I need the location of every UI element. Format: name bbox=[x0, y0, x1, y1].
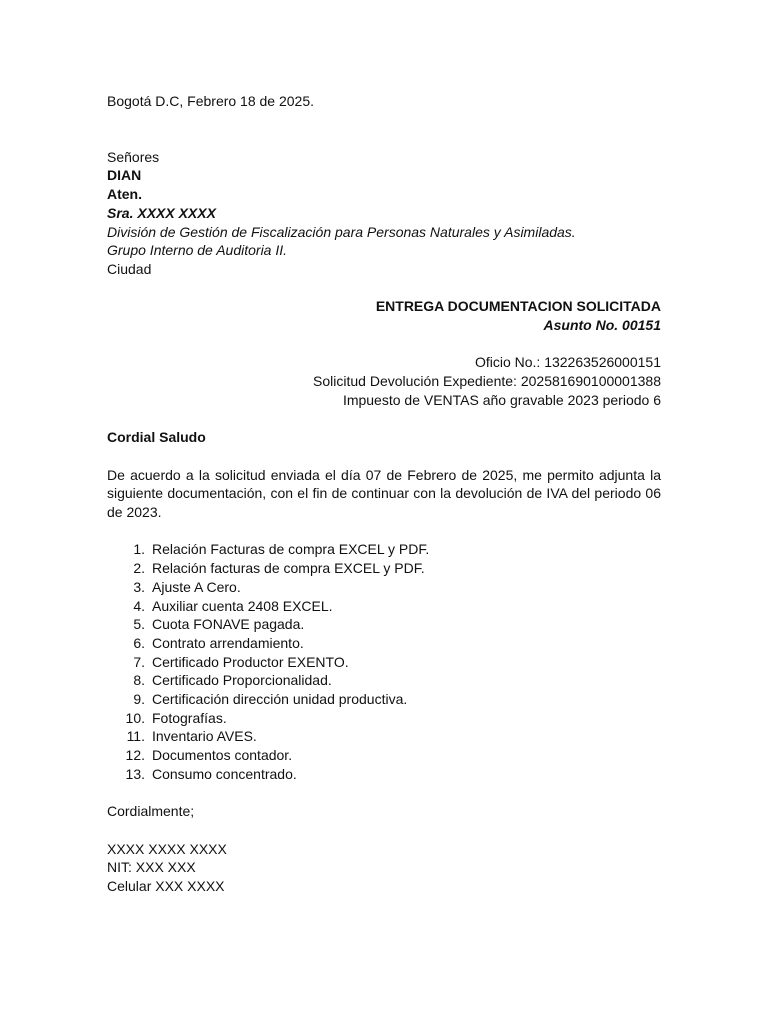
closing: Cordialmente; bbox=[107, 803, 195, 820]
list-item-number: 1. bbox=[133, 541, 145, 558]
list-item bbox=[107, 727, 661, 746]
list-item-text: Ajuste A Cero. bbox=[152, 578, 241, 595]
list-item bbox=[107, 540, 661, 559]
body-paragraph: De acuerdo a la solicitud enviada el día 07 de Febrero de 2025, me permito adjunta la siguiente documentación, con el fin de continuar con la devolución de IVA del periodo 06 de 2023. bbox=[107, 466, 661, 520]
list-item-text: Relación Facturas de compra EXCEL y PDF. bbox=[152, 541, 430, 558]
documents-list bbox=[107, 540, 661, 783]
signature-nit: NIT: XXX XXX bbox=[107, 859, 196, 876]
reference-solicitud: Solicitud Devolución Expediente: 202581690100001388 bbox=[313, 373, 661, 390]
list-item-number: 13. bbox=[125, 765, 145, 782]
signature-name: XXXX XXXX XXXX bbox=[107, 840, 227, 857]
list-item bbox=[107, 671, 661, 690]
list-item-text: Certificación dirección unidad productiva. bbox=[152, 691, 408, 708]
recipient-salutation: Señores bbox=[107, 148, 160, 165]
list-item bbox=[107, 765, 661, 784]
recipient-division: División de Gestión de Fiscalización para Personas Naturales y Asimiladas. bbox=[107, 223, 576, 240]
list-item-text: Cuota FONAVE pagada. bbox=[152, 616, 305, 633]
list-item-number: 4. bbox=[133, 597, 145, 614]
reference-block bbox=[107, 297, 661, 409]
list-item bbox=[107, 690, 661, 709]
recipient-attention: Aten. bbox=[107, 186, 142, 203]
list-item bbox=[107, 653, 661, 672]
recipient-city: Ciudad bbox=[107, 260, 152, 277]
list-item-text: Contrato arrendamiento. bbox=[152, 634, 304, 651]
date-line: Bogotá D.C, Febrero 18 de 2025. bbox=[107, 93, 315, 109]
letter-document bbox=[107, 92, 661, 896]
reference-oficio: Oficio No.: 132263526000151 bbox=[474, 354, 661, 371]
signature-phone: Celular XXX XXXX bbox=[107, 878, 225, 895]
list-item-number: 12. bbox=[125, 747, 145, 764]
recipient-person: Sra. XXXX XXXX bbox=[107, 204, 216, 221]
reference-title: ENTREGA DOCUMENTACION SOLICITADA bbox=[375, 298, 661, 315]
list-item-text: Certificado Productor EXENTO. bbox=[152, 653, 349, 670]
list-item-text: Auxiliar cuenta 2408 EXCEL. bbox=[152, 597, 333, 614]
list-item-text: Consumo concentrado. bbox=[152, 765, 297, 782]
signature-block bbox=[107, 840, 661, 896]
reference-subject: Asunto No. 00151 bbox=[543, 317, 661, 334]
list-item bbox=[107, 615, 661, 634]
list-item-number: 2. bbox=[133, 560, 145, 577]
list-item-text: Documentos contador. bbox=[152, 747, 293, 764]
list-item-number: 10. bbox=[125, 709, 145, 726]
list-item bbox=[107, 578, 661, 597]
list-item-number: 8. bbox=[133, 672, 145, 689]
list-item-text: Inventario AVES. bbox=[152, 728, 257, 745]
list-item-number: 6. bbox=[133, 634, 145, 651]
reference-impuesto: Impuesto de VENTAS año gravable 2023 periodo 6 bbox=[342, 391, 661, 408]
list-item bbox=[107, 597, 661, 616]
recipient-entity: DIAN bbox=[107, 167, 142, 184]
greeting: Cordial Saludo bbox=[107, 429, 206, 446]
list-item bbox=[107, 709, 661, 728]
list-item bbox=[107, 634, 661, 653]
recipient-block bbox=[107, 148, 661, 279]
list-item-text: Fotografías. bbox=[152, 709, 227, 726]
list-item-text: Relación facturas de compra EXCEL y PDF. bbox=[152, 560, 425, 577]
recipient-group: Grupo Interno de Auditoria II. bbox=[107, 242, 288, 259]
list-item-number: 3. bbox=[133, 578, 145, 595]
list-item-number: 11. bbox=[126, 728, 145, 745]
list-item bbox=[107, 746, 661, 765]
list-item-text: Certificado Proporcionalidad. bbox=[152, 672, 332, 689]
list-item-number: 9. bbox=[133, 691, 145, 708]
list-item-number: 7. bbox=[133, 653, 145, 670]
list-item-number: 5. bbox=[133, 616, 145, 633]
list-item bbox=[107, 559, 661, 578]
